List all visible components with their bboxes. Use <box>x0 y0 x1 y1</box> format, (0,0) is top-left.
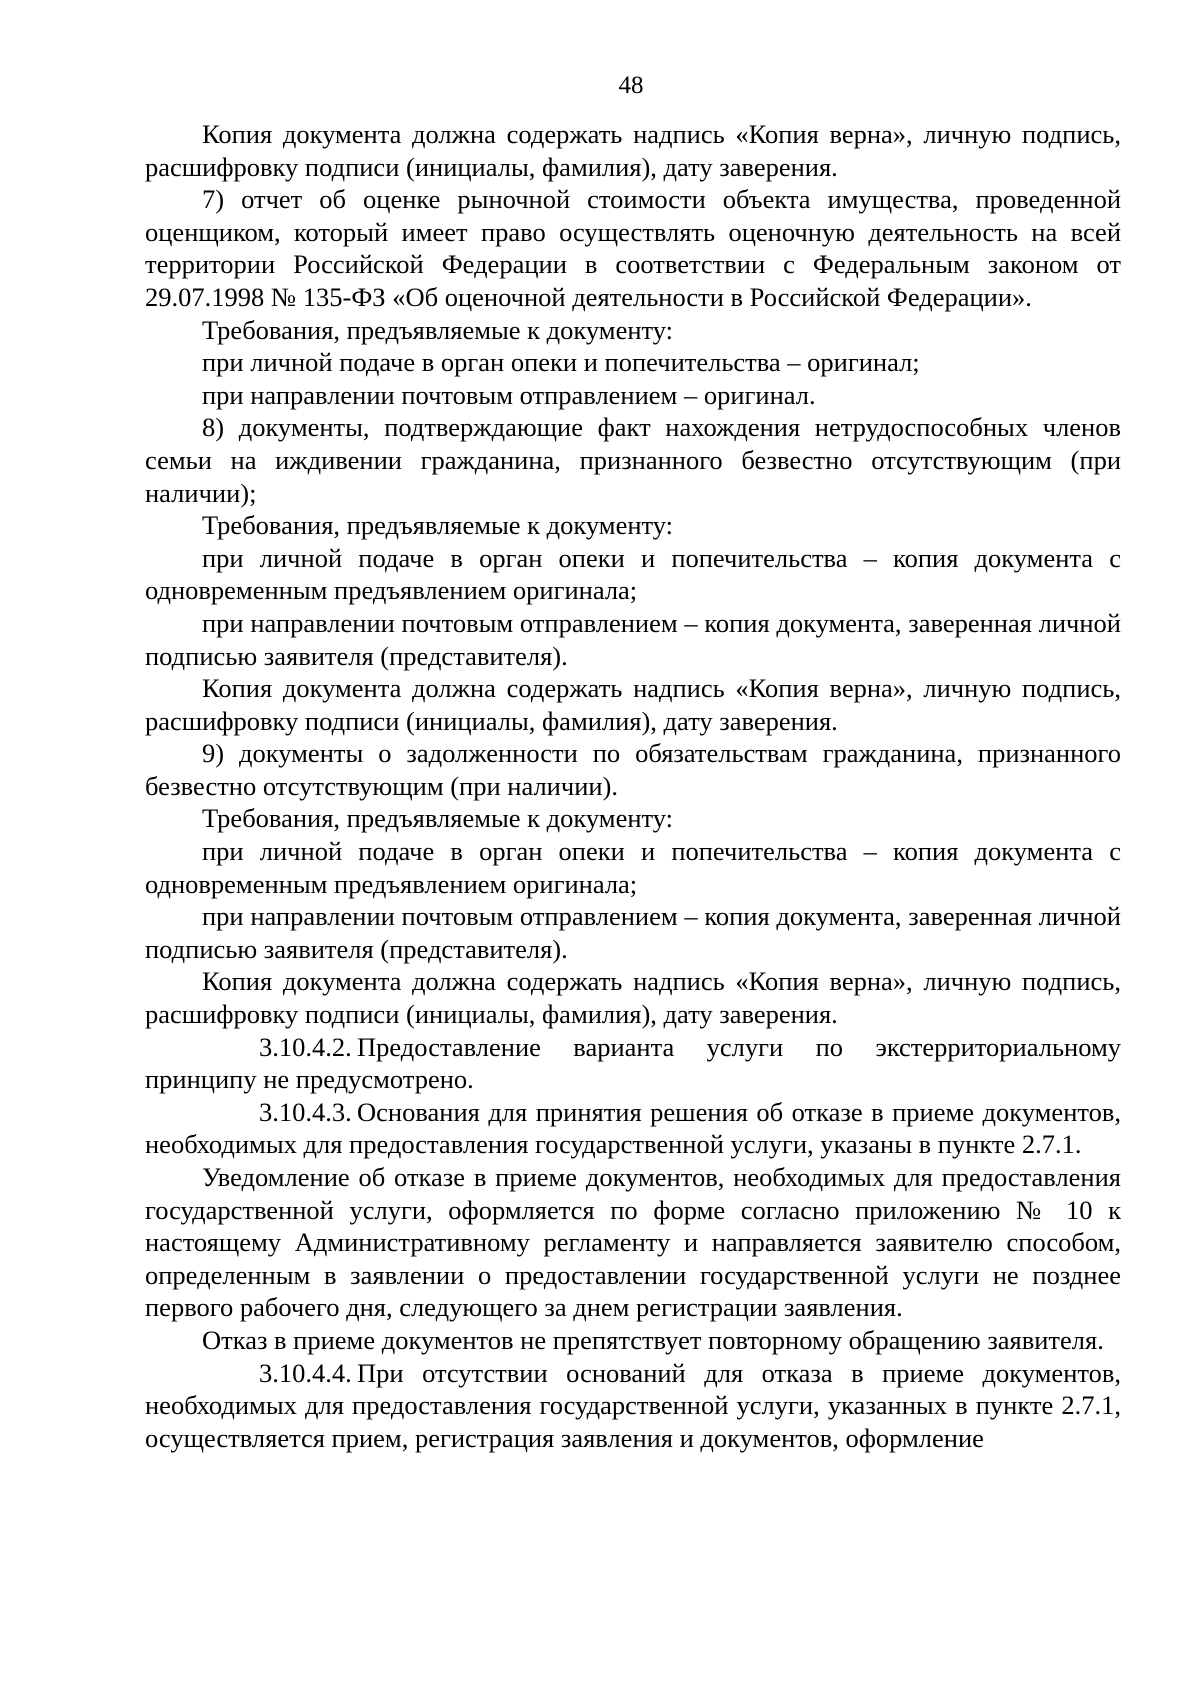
paragraph-text: Предоставление варианта услуги по экстерриториальному принципу не предусмотрено. <box>145 1031 1121 1095</box>
page-number: 48 <box>618 72 644 99</box>
paragraph-text: при направлении почтовым отправлением – копия документа, заверенная личной подписью заявителя (представителя). <box>145 607 1121 671</box>
paragraph-text: Копия документа должна содержать надпись «Копия верна», личную подпись, расшифровку подписи (инициалы, фамилия), дату заверения. <box>145 673 1121 736</box>
clause-number: 3.10.4.3. <box>259 1096 352 1127</box>
paragraph <box>145 509 1121 542</box>
paragraph <box>145 379 1121 412</box>
paragraph-text: При отсутствии оснований для отказа в приеме документов, необходимых для предоставления государственной услуги, указанных в пункте 2.7.1, осуществляется прием, регистрация заявления и документов, оформление <box>145 1357 1121 1453</box>
paragraph <box>145 1324 1121 1357</box>
paragraph-text: 9) документы о задолженности по обязательствам гражданина, признанного безвестно отсутствующим (при наличии). <box>145 738 1121 801</box>
paragraph-text: при личной подаче в орган опеки и попечительства – оригинал; <box>202 347 920 378</box>
paragraph-text: 7) отчет об оценке рыночной стоимости объекта имущества, проведенной оценщиком, который имеет право осуществлять оценочную деятельность на всей территории Российской Федерации в соответствии с Федеральным законом от 29.07.1998 № 135-ФЗ «Об оценочной деятельности в Российской Федерации». <box>145 184 1121 312</box>
paragraph-text: Копия документа должна содержать надпись «Копия верна», личную подпись, расшифровку подписи (инициалы, фамилия), дату заверения. <box>145 119 1121 182</box>
paragraph-text: Требования, предъявляемые к документу: <box>202 803 674 834</box>
clause-3-10-4-3 <box>145 1096 1121 1161</box>
document-body <box>145 118 1121 1454</box>
paragraph-text: Требования, предъявляемые к документу: <box>202 314 674 345</box>
paragraph <box>145 118 1121 183</box>
paragraph-text: при личной подаче в орган опеки и попечительства – копия документа с одновременным предъявлением оригинала; <box>145 836 1121 899</box>
paragraph <box>145 346 1121 379</box>
paragraph-text: Требования, предъявляемые к документу: <box>202 510 674 541</box>
paragraph-text: при направлении почтовым отправлением – оригинал. <box>202 379 816 410</box>
paragraph <box>145 965 1121 1030</box>
paragraph-text: Уведомление об отказе в приеме документов, необходимых для предоставления государственной услуги, оформляется по форме согласно приложению № 10 к настоящему Административному регламенту и направляется заявителю способом, определенным в заявлении о предоставлении государственной услуги не позднее первого рабочего дня, следующего за днем регистрации заявления. <box>145 1162 1121 1323</box>
paragraph-item-8 <box>145 411 1121 509</box>
clause-number: 3.10.4.2. <box>259 1031 352 1062</box>
paragraph <box>145 1161 1121 1324</box>
clause-3-10-4-4 <box>145 1357 1121 1455</box>
paragraph <box>145 672 1121 737</box>
paragraph-text: при направлении почтовым отправлением – копия документа, заверенная личной подписью заявителя (представителя). <box>145 901 1121 964</box>
paragraph-item-9 <box>145 737 1121 802</box>
paragraph-text: 8) документы, подтверждающие факт нахождения нетрудоспособных членов семьи на иждивении гражданина, признанного безвестно отсутствующим (при наличии); <box>145 412 1121 508</box>
paragraph-text: Основания для принятия решения об отказе в приеме документов, необходимых для предоставления государственной услуги, указаны в пункте 2.7.1. <box>145 1096 1121 1160</box>
paragraph-text: при личной подаче в орган опеки и попечительства – копия документа с одновременным предъявлением оригинала; <box>145 542 1121 606</box>
paragraph-text: Копия документа должна содержать надпись «Копия верна», личную подпись, расшифровку подписи (инициалы, фамилия), дату заверения. <box>145 966 1121 1030</box>
clause-number: 3.10.4.4. <box>259 1357 352 1388</box>
paragraph-text: Отказ в приеме документов не препятствует повторному обращению заявителя. <box>202 1324 1104 1355</box>
paragraph <box>145 900 1121 965</box>
paragraph <box>145 802 1121 835</box>
clause-3-10-4-2 <box>145 1031 1121 1096</box>
paragraph <box>145 542 1121 607</box>
paragraph <box>145 607 1121 672</box>
paragraph <box>145 314 1121 347</box>
paragraph-item-7 <box>145 183 1121 313</box>
paragraph <box>145 835 1121 900</box>
